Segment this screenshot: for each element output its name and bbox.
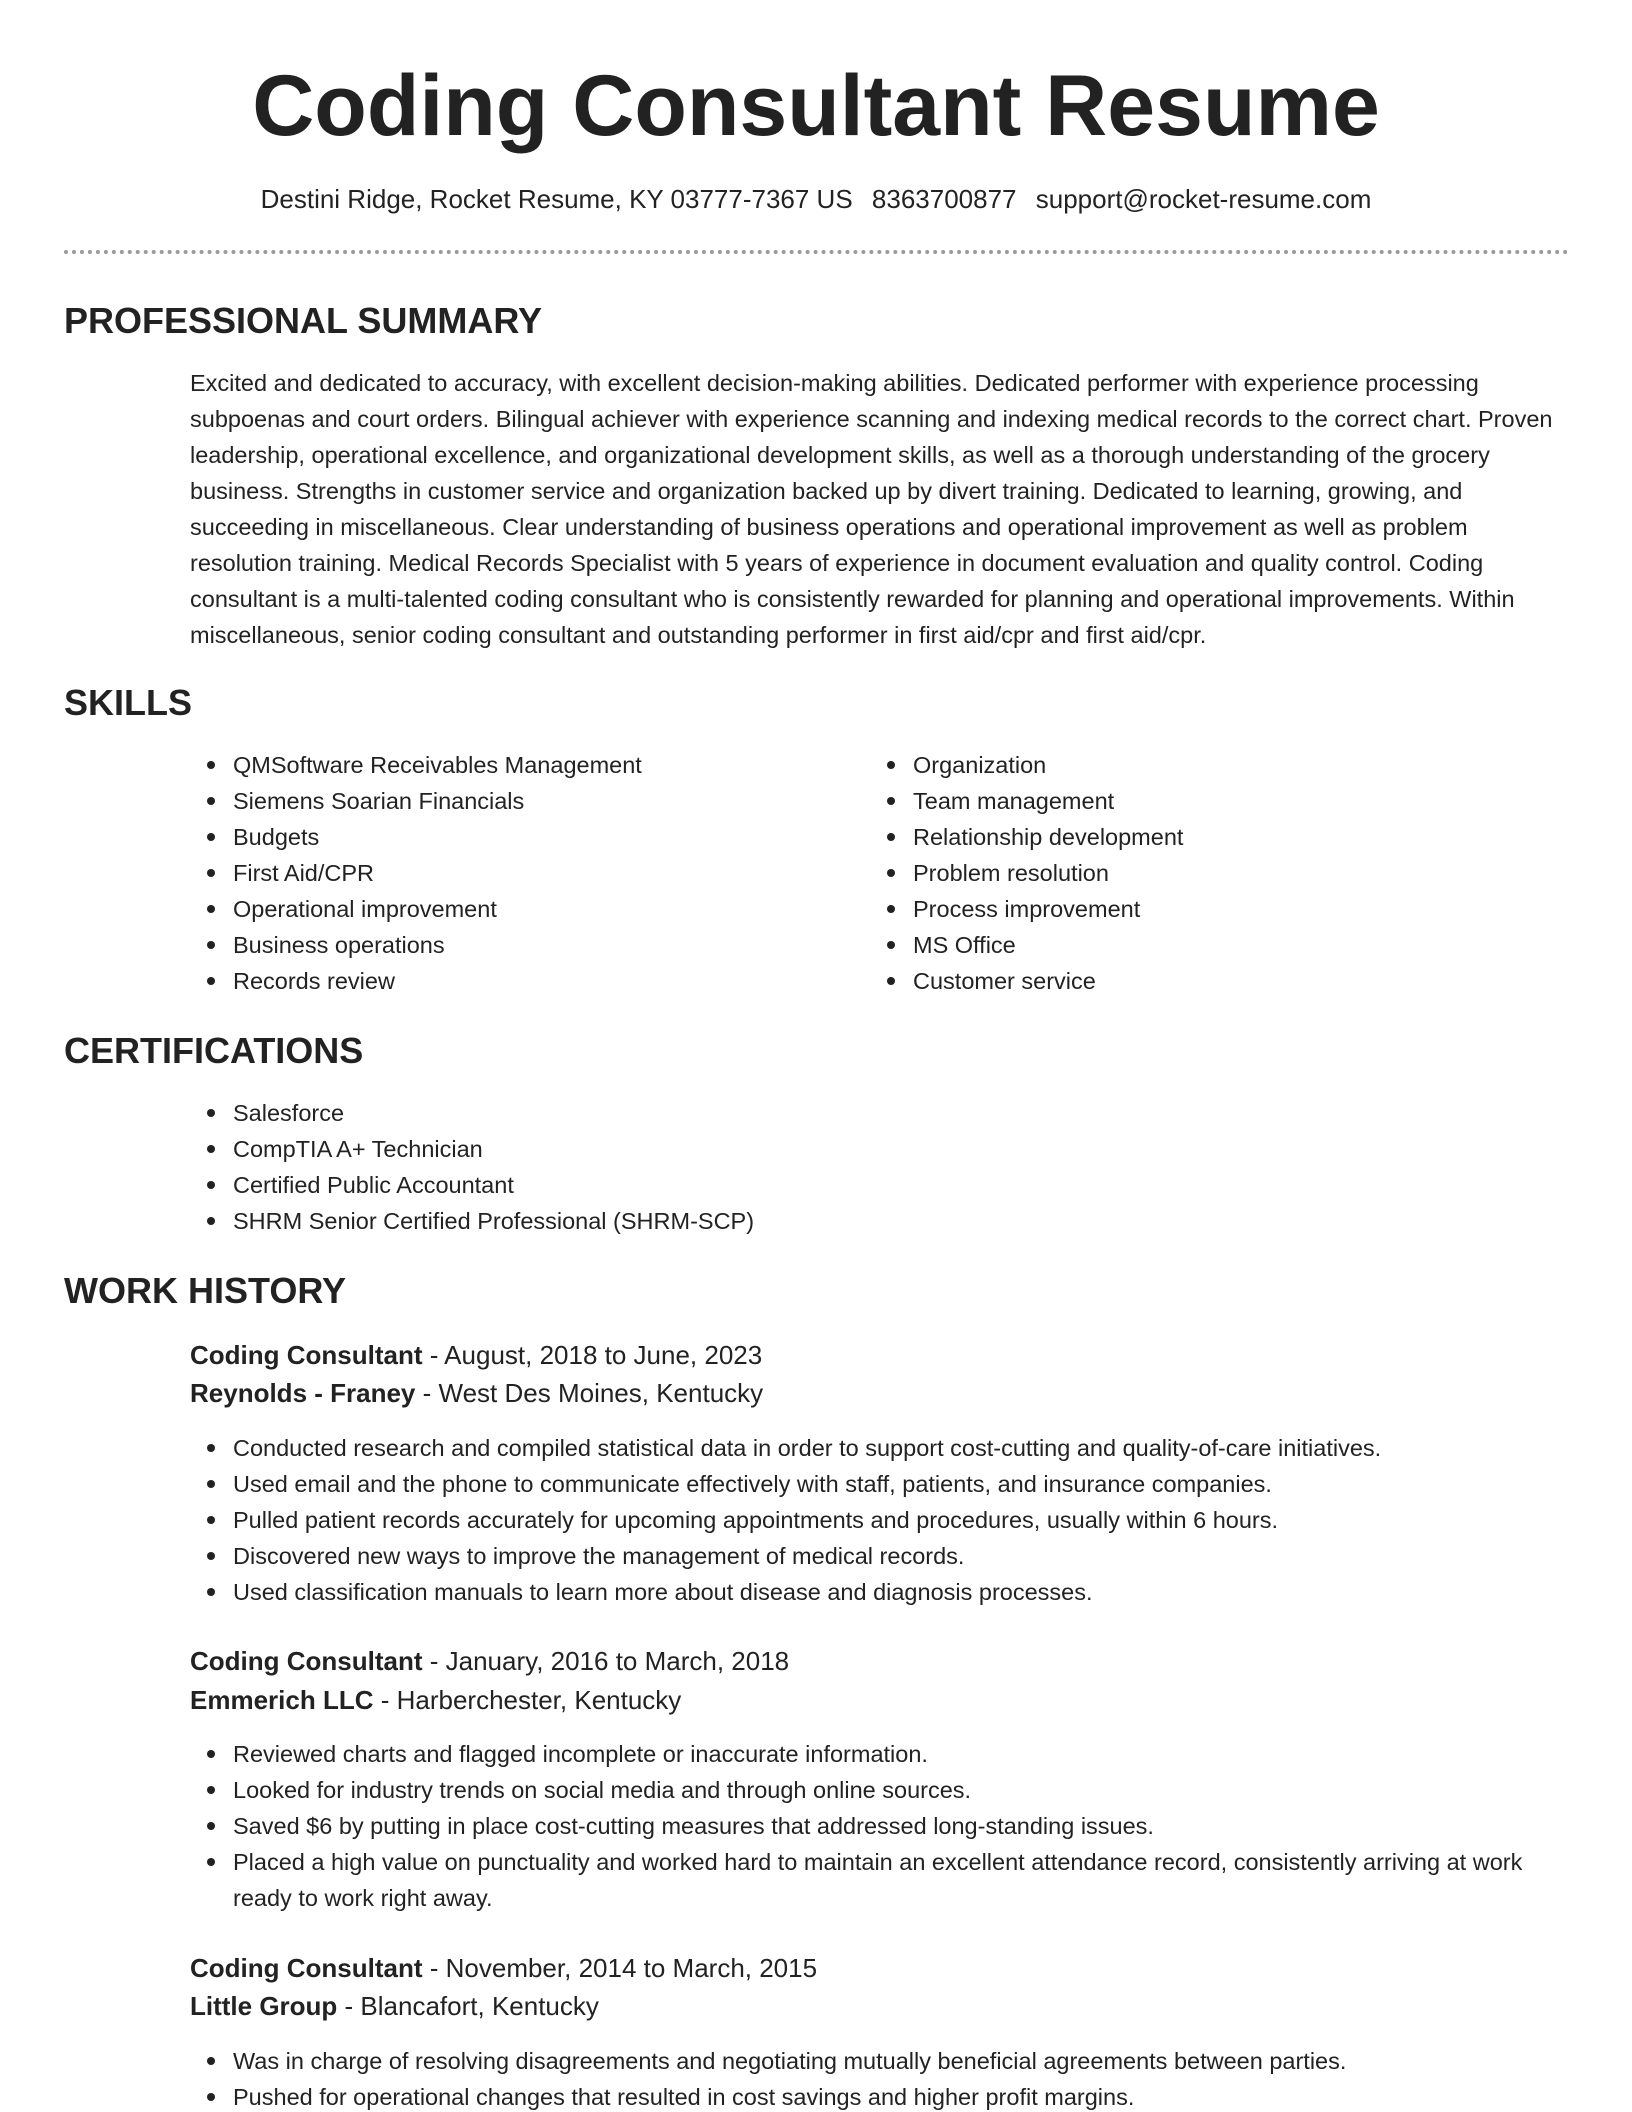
- job-role: Coding Consultant: [190, 1646, 423, 1676]
- skill-item: Process improvement: [870, 891, 1530, 927]
- skill-item: Records review: [190, 963, 850, 999]
- job-dates: - August, 2018 to June, 2023: [422, 1340, 763, 1370]
- resume-title: Coding Consultant Resume: [252, 58, 1380, 154]
- job-bullets: [190, 1736, 1570, 1916]
- summary-text: Excited and dedicated to accuracy, with excellent decision-making abilities. Dedicated performer with experience processing subpoenas and court orders. Bilingual achiever with experience scanning and indexing medical records to the correct chart. Proven leadership, operational excellence, and organizational development skills, as well as a thorough understanding of the grocery business. Strengths in customer service and organization backed up by divert training. Dedicated to learning, growing, and succeeding in miscellaneous. Clear understanding of business operations and operational improvement as well as problem resolution training. Medical Records Specialist with 5 years of experience in document evaluation and quality control. Coding consultant is a multi-talented coding consultant who is consistently rewarded for planning and operational improvements. Within miscellaneous, senior coding consultant and outstanding performer in first aid/cpr and first aid/cpr.: [190, 370, 1553, 648]
- job-location: - West Des Moines, Kentucky: [415, 1378, 764, 1408]
- job-bullets: [190, 1430, 1570, 1610]
- job-title-line: [190, 1642, 789, 1680]
- skill-item: Problem resolution: [870, 855, 1530, 891]
- job-bullet: Looked for industry trends on social media and through online sources.: [190, 1772, 1570, 1808]
- job-title-line: [190, 1949, 817, 1987]
- skill-item: Organization: [870, 747, 1530, 783]
- summary-heading: PROFESSIONAL SUMMARY: [64, 300, 543, 341]
- job-bullet: Conducted research and compiled statistical data in order to support cost-cutting and quality-of-care initiatives.: [190, 1430, 1570, 1466]
- job-company: Emmerich LLC: [190, 1685, 374, 1715]
- skill-item: MS Office: [870, 927, 1530, 963]
- job-title-line: [190, 1336, 762, 1374]
- certification-item: Certified Public Accountant: [190, 1167, 1570, 1203]
- job-dates: - January, 2016 to March, 2018: [422, 1646, 790, 1676]
- job-bullet: Used email and the phone to communicate effectively with staff, patients, and insurance companies.: [190, 1466, 1570, 1502]
- job-role: Coding Consultant: [190, 1340, 423, 1370]
- certification-item: CompTIA A+ Technician: [190, 1131, 1570, 1167]
- job-bullet: Discovered new ways to improve the management of medical records.: [190, 1538, 1570, 1574]
- job-bullet: Saved $6 by putting in place cost-cutting measures that addressed long-standing issues.: [190, 1808, 1570, 1844]
- skill-item: First Aid/CPR: [190, 855, 850, 891]
- job-location: - Blancafort, Kentucky: [337, 1991, 599, 2021]
- job-company-line: [190, 1374, 763, 1412]
- certifications-heading: CERTIFICATIONS: [64, 1030, 364, 1071]
- skill-item: QMSoftware Receivables Management: [190, 747, 850, 783]
- skill-item: Customer service: [870, 963, 1530, 999]
- certification-item: Salesforce: [190, 1095, 1570, 1131]
- contact-line: [0, 182, 1632, 216]
- skill-item: Siemens Soarian Financials: [190, 783, 850, 819]
- skills-list-right: [870, 747, 1530, 999]
- job-bullet: Pushed for operational changes that resulted in cost savings and higher profit margins.: [190, 2079, 1570, 2112]
- job-company: Little Group: [190, 1991, 338, 2021]
- contact-address: Destini Ridge, Rocket Resume, KY 03777-7367 US: [260, 184, 853, 214]
- skills-heading: SKILLS: [64, 682, 193, 723]
- contact-phone: 8363700877: [871, 184, 1017, 214]
- job-company-line: [190, 1987, 599, 2025]
- job-bullet: Pulled patient records accurately for upcoming appointments and procedures, usually within 6 hours.: [190, 1502, 1570, 1538]
- certification-item: SHRM Senior Certified Professional (SHRM-SCP): [190, 1203, 1570, 1239]
- skill-item: Operational improvement: [190, 891, 850, 927]
- skill-item: Budgets: [190, 819, 850, 855]
- job-company-line: [190, 1681, 681, 1719]
- skill-item: Relationship development: [870, 819, 1530, 855]
- contact-email: support@rocket-resume.com: [1035, 184, 1372, 214]
- job-bullet: Placed a high value on punctuality and worked hard to maintain an excellent attendance record, consistently arriving at work ready to work right away.: [190, 1844, 1570, 1916]
- job-bullet: Used classification manuals to learn more about disease and diagnosis processes.: [190, 1574, 1570, 1610]
- skills-list-left: [190, 747, 850, 999]
- job-role: Coding Consultant: [190, 1953, 423, 1983]
- job-company: Reynolds - Franey: [190, 1378, 416, 1408]
- header-divider: [64, 250, 1569, 254]
- work-history-heading: WORK HISTORY: [64, 1270, 347, 1311]
- job-bullet: Reviewed charts and flagged incomplete or inaccurate information.: [190, 1736, 1570, 1772]
- job-bullets: [190, 2043, 1570, 2112]
- skill-item: Business operations: [190, 927, 850, 963]
- job-location: - Harberchester, Kentucky: [373, 1685, 682, 1715]
- skill-item: Team management: [870, 783, 1530, 819]
- certifications-list: [190, 1095, 1570, 1239]
- job-dates: - November, 2014 to March, 2015: [422, 1953, 818, 1983]
- job-bullet: Was in charge of resolving disagreements and negotiating mutually beneficial agreements between parties.: [190, 2043, 1570, 2079]
